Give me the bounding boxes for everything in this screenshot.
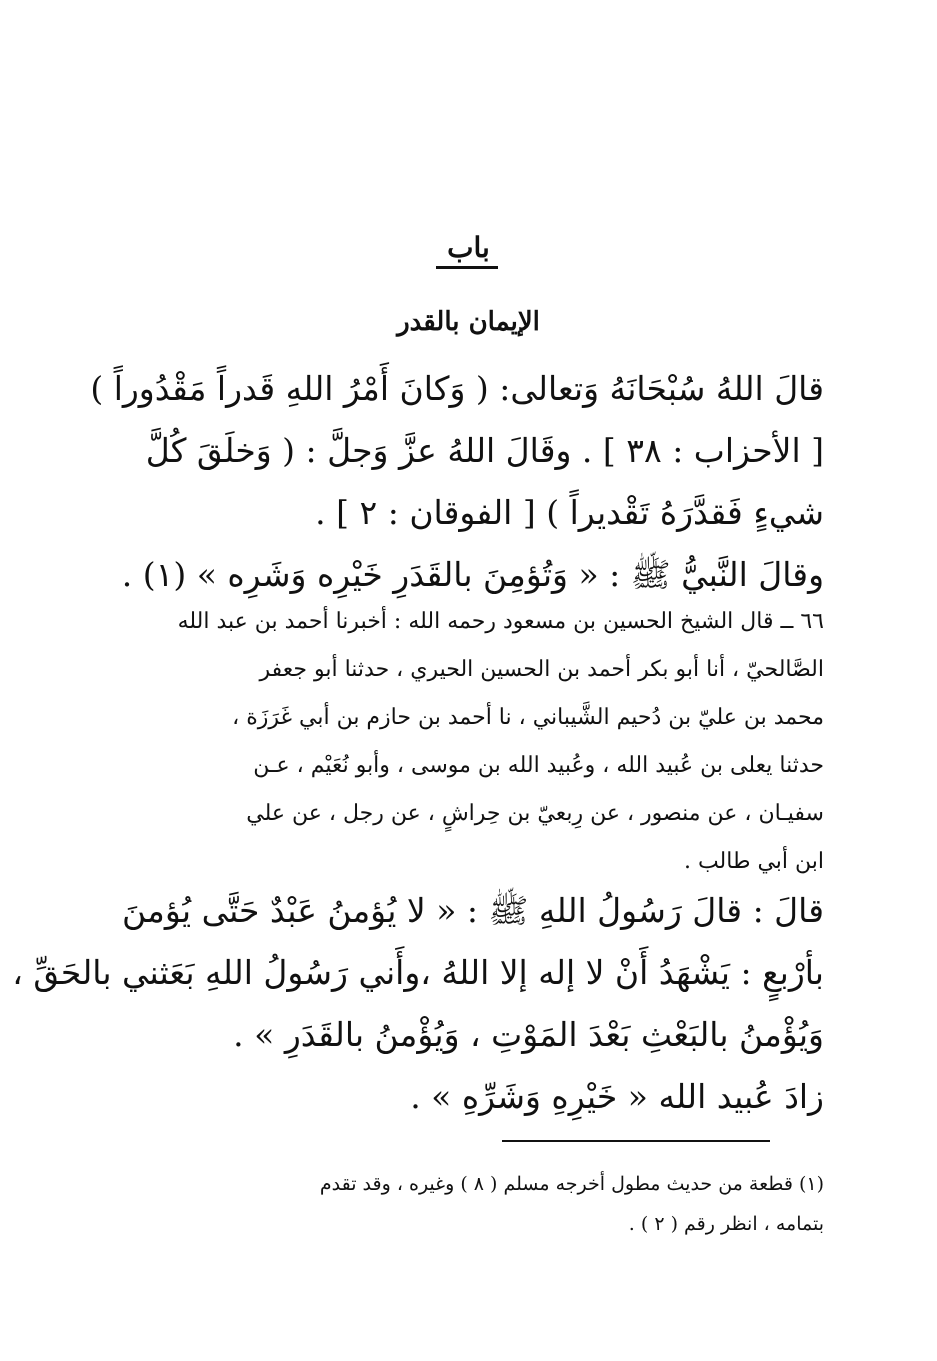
intro-line: قالَ اللهُ سُبْحَانَهُ وَتعالى: ( وَكانَ أَمْرُ اللهِ قَدراً مَقْدُوراً ) xyxy=(90,369,824,408)
hadith-line: بأرْبعٍ : يَشْهَدُ أَنْ لا إله إلا اللهُ ،وأَني رَسُولُ اللهِ بَعَثني بالحَقِّ ، xyxy=(12,953,824,992)
footnote-line: بتمامه ، انظر رقم ( ٢ ) . xyxy=(628,1213,824,1235)
chapter-title-underline xyxy=(436,266,498,269)
isnad-line: محمد بن عليّ بن دُحيم الشَّيباني ، نا أحمد بن حازم بن أبي غَرَزَة ، xyxy=(232,705,824,730)
hadith-line: وَيُؤْمنُ بالبَعْثِ بَعْدَ المَوْتِ ، وَيُؤْمنُ بالقَدَرِ » . xyxy=(233,1015,824,1054)
intro-line: شيءٍ فَقدَّرَهُ تَقْديراً ) [ الفوقان : ٢ ] . xyxy=(315,493,824,532)
isnad-paragraph xyxy=(112,598,824,886)
footnote xyxy=(112,1164,824,1244)
intro-paragraph xyxy=(90,358,824,606)
isnad-line: ابن أبي طالب . xyxy=(683,849,824,874)
isnad-line: حدثنا يعلى بن عُبيد الله ، وعُبيد الله بن موسى ، وأبو نُعَيْم ، عـن xyxy=(253,753,824,778)
hadith-paragraph xyxy=(12,880,824,1128)
chapter-title: باب xyxy=(447,231,490,264)
chapter-subtitle: الإيمان بالقدر xyxy=(397,307,540,337)
footnote-line: (١) قطعة من حديث مطول أخرجه مسلم ( ٨ ) وغيره ، وقد تقدم xyxy=(319,1173,824,1195)
isnad-line: الصَّالحيّ ، أنا أبو بكر أحمد بن الحسين الحيري ، حدثنا أبو جعفر xyxy=(259,657,824,682)
footnote-separator xyxy=(502,1140,770,1142)
hadith-line: زادَ عُبيد الله « خَيْرِهِ وَشَرِّهِ » . xyxy=(410,1077,824,1116)
isnad-line: سفيـان ، عن منصور ، عن رِبعيّ بن حِراشٍ ، عن رجل ، عن علي xyxy=(246,801,824,826)
intro-line: [ الأحزاب : ٣٨ ] . وقَالَ اللهُ عزَّ وَجلَّ : ( وَخلَقَ كُلَّ xyxy=(145,431,824,470)
hadith-line: قالَ : قالَ رَسُولُ اللهِ ﷺ : « لا يُؤمنُ عَبْدٌ حَتَّى يُؤمنَ xyxy=(122,891,824,930)
isnad-line: ٦٦ ــ قال الشيخ الحسين بن مسعود رحمه الله : أخبرنا أحمد بن عبد الله xyxy=(177,609,824,634)
intro-line: وقالَ النَّبيُّ ﷺ : « وَتُؤمِنَ بالقَدَرِ خَيْرِه وَشَرِه » (١) . xyxy=(121,555,824,594)
